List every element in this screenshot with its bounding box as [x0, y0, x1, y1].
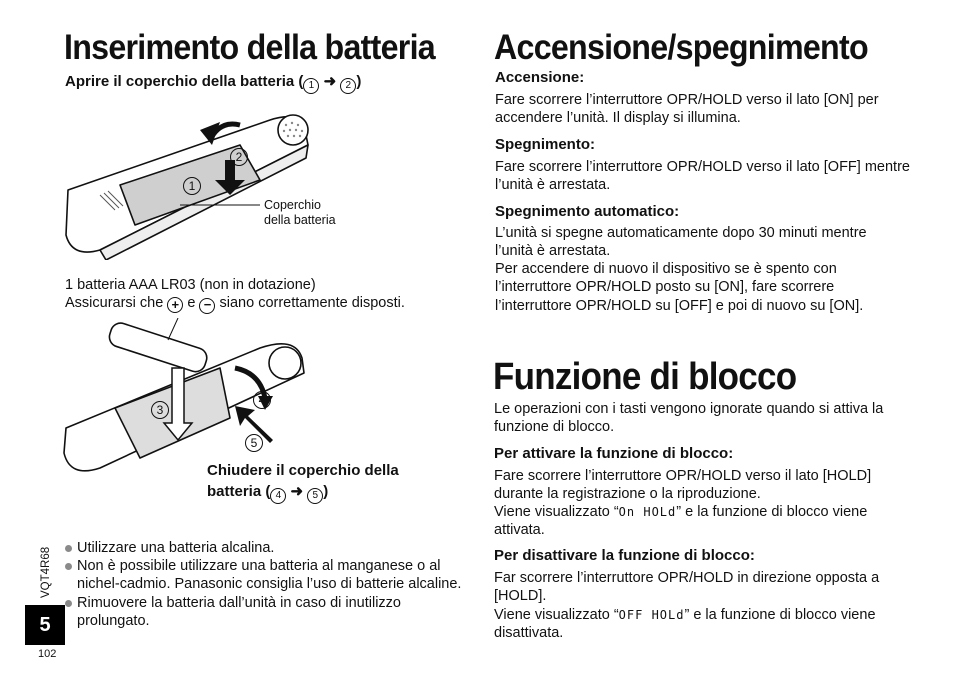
- polarity-instruction: [65, 294, 405, 314]
- lock-intro-text: Le operazioni con i tasti vengono ignorate quando si attiva la funzione di blocco.: [494, 401, 884, 436]
- battery-spec: 1 batteria AAA LR03 (non in dotazione): [65, 277, 316, 293]
- page-number-box: 5: [25, 605, 65, 645]
- step-3-diagram-marker: 3: [151, 401, 169, 419]
- minus-icon: −: [199, 298, 215, 314]
- power-on-text: Fare scorrere l’interruttore OPR/HOLD verso il lato [ON] per accendere l’unità. Il display si illumina.: [495, 92, 879, 127]
- lock-on-display-text: [494, 503, 894, 540]
- document-code: VQT4R68: [40, 546, 52, 598]
- lock-on-view-prefix: Viene visualizzato “: [494, 504, 619, 520]
- open-cover-text: Aprire il coperchio della batteria (: [65, 73, 304, 90]
- auto-off-text-2: Per accendere di nuovo il dispositivo se è spento con l’interruttore OPR/HOLD posto su [ON], fare scorrere l’interruttore OPR/HOLD su [OFF] e poi di nuovo su [ON].: [495, 261, 864, 314]
- cover-open-illustration: [60, 100, 360, 260]
- close-paren: ): [356, 73, 362, 90]
- lock-off-heading: Per disattivare la funzione di blocco:: [494, 547, 755, 564]
- lock-off-view-prefix: Viene visualizzato “: [494, 607, 619, 623]
- cover-label: [264, 198, 336, 228]
- close-cover-line1: Chiudere il coperchio della: [207, 462, 399, 479]
- polarity-text-a: Assicurarsi che: [65, 295, 164, 311]
- power-off-text: Fare scorrere l’interruttore OPR/HOLD verso il lato [OFF] mentre l’unità è arrestata.: [495, 159, 910, 194]
- power-on-heading: Accensione:: [495, 69, 585, 86]
- lock-off-text: Far scorrere l’interruttore OPR/HOLD in direzione opposta a [HOLD].: [494, 570, 880, 605]
- lock-off-view-suffix: ” e la funzione di blocco viene disattivata.: [494, 607, 876, 642]
- step-5-marker: 5: [307, 488, 323, 504]
- lock-on-text: Fare scorrere l’interruttore OPR/HOLD verso il lato [HOLD] durante la registrazione o la riproduzione.: [494, 468, 872, 503]
- open-cover-instruction: [65, 72, 361, 94]
- arrow-icon: ➜: [290, 483, 304, 500]
- page-small-number: 102: [38, 648, 57, 660]
- step-2-marker: 2: [340, 78, 356, 94]
- auto-off-text: L’unità si spegne automaticamente dopo 30 minuti mentre l’unità è arrestata.: [495, 225, 867, 260]
- plus-icon: +: [167, 297, 183, 313]
- step-4-diagram-marker: 4: [253, 391, 271, 409]
- lock-off-display-text: [494, 606, 894, 643]
- lock-section-title: Funzione di blocco: [493, 356, 797, 398]
- note-item: Rimuovere la batteria dall’unità in caso di inutilizzo prolungato.: [64, 594, 464, 630]
- battery-section-title: Inserimento della batteria: [64, 28, 435, 67]
- step-1-diagram-marker: 1: [183, 177, 201, 195]
- close-cover-text: batteria (: [207, 483, 271, 500]
- lcd-on-hold-display: On HOLd: [618, 505, 677, 519]
- power-off-heading: Spegnimento:: [495, 136, 595, 153]
- polarity-text-c: siano correttamente disposti.: [219, 295, 405, 311]
- lock-on-heading: Per attivare la funzione di blocco:: [494, 445, 734, 462]
- step-1-marker: 1: [303, 78, 319, 94]
- lock-on-view-suffix: ” e la funzione di blocco viene attivata.: [494, 504, 868, 539]
- battery-insert-illustration: [60, 318, 320, 478]
- step-4-marker: 4: [270, 488, 286, 504]
- auto-off-heading: Spegnimento automatico:: [495, 203, 680, 220]
- notes-list: [64, 539, 464, 630]
- close-cover-instruction: [207, 462, 399, 504]
- arrow-icon: ➜: [323, 73, 337, 90]
- step-2-diagram-marker: 2: [230, 148, 248, 166]
- power-section-title: Accensione/spegnimento: [494, 28, 868, 67]
- cover-label-line2: della batteria: [264, 213, 336, 227]
- lcd-off-hold-display: OFF HOLd: [618, 608, 685, 622]
- polarity-text-b: e: [187, 295, 196, 311]
- close-paren: ): [323, 483, 329, 500]
- note-item: Utilizzare una batteria alcalina.: [64, 539, 464, 557]
- close-cover-line2: [207, 482, 399, 504]
- note-item: Non è possibile utilizzare una batteria al manganese o al nichel-cadmio. Panasonic consiglia l’uso di batterie alcaline.: [64, 557, 464, 593]
- step-5-diagram-marker: 5: [245, 434, 263, 452]
- cover-label-line1: Coperchio: [264, 198, 321, 212]
